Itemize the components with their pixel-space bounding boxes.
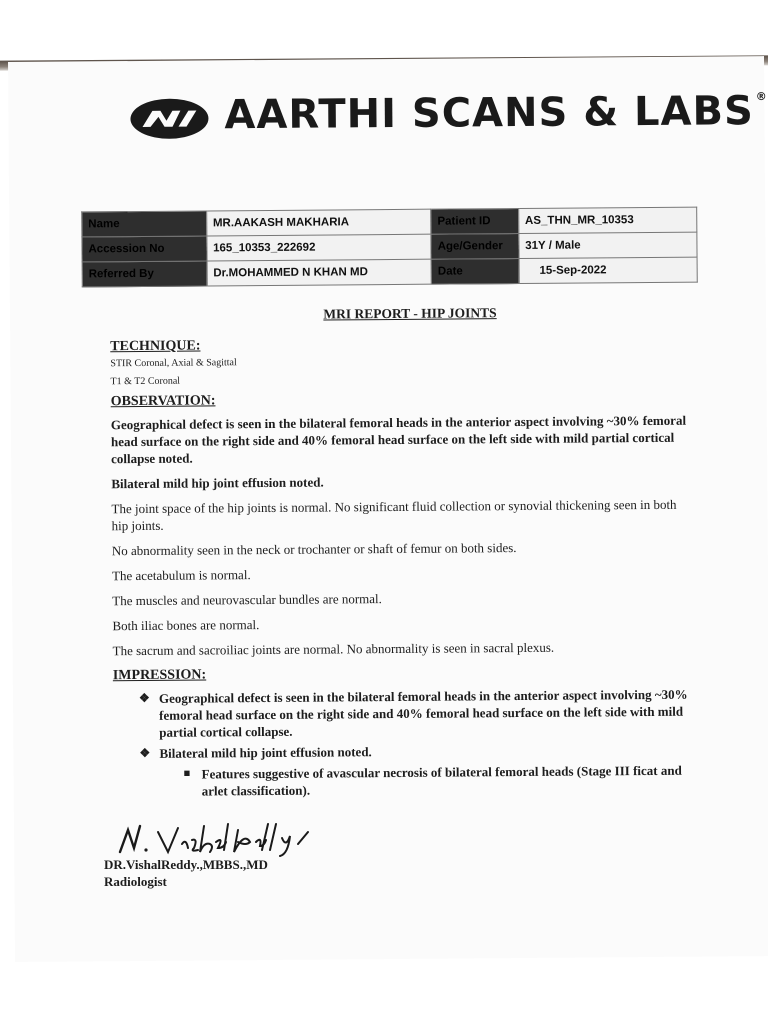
age-gender: 31Y / Male [519,232,697,258]
date-label: Date [431,258,519,284]
age-gender-label: Age/Gender [431,233,519,259]
technique-line: T1 & T2 Coronal [110,375,181,388]
technique-line: STIR Coronal, Axial & Sagittal [110,357,237,370]
name-label: Name [82,211,207,237]
observation-text: The muscles and neurovascular bundles are normal. [112,591,382,609]
patient-info-table [81,207,698,288]
list-item: ■ Features suggestive of avascular necrosis of bilateral femoral heads (Stage III ficat and arlet classification). [183,762,682,799]
radiologist-role: Radiologist [104,874,167,889]
patient-id: AS_THN_MR_10353 [518,207,696,233]
report-date: 15-Sep-2022 [519,257,697,283]
report-title: MRI REPORT - HIP JOINTS [323,305,497,322]
brand-name: AARTHI SCANS & LABS ® [224,88,768,139]
observation-heading: OBSERVATION: [110,393,216,410]
referred-by-label: Referred By [82,261,207,287]
impression-sublist [180,762,694,800]
observation-text: Geographical defect is seen in the bilateral femoral heads in the anterior aspect involving ~30% femoral head surface on the right side and 40% femoral head surface on the left side with mild partial cortical collapse noted. [110,412,687,467]
technique-heading: TECHNIQUE: [110,338,201,355]
diamond-bullet-icon: ❖ [138,690,150,705]
accession-number: 165_10353_222692 [207,234,432,261]
accession-label: Accession No [82,236,207,262]
observation-text: The sacrum and sacroiliac joints are normal. No abnormality is seen in sacral plexus. [112,639,555,659]
list-item: ❖ Bilateral mild hip joint effusion noted. ■ Features suggestive of avascular necrosis of bilateral femoral heads (Stage III ficat and arlet classification). [135,741,693,800]
radiologist-name: DR.VishalReddy.,MBBS.,MD [104,857,268,872]
brand-logo-icon [128,96,210,141]
impression-heading: IMPRESSION: [112,667,207,684]
observation-text: The acetabulum is normal. [111,567,251,584]
square-bullet-icon: ■ [183,767,191,780]
signatory [104,856,268,890]
patient-name: MR.AAKASH MAKHARIA [206,209,431,236]
report-body [110,303,694,805]
referred-by: Dr.MOHAMMED N KHAN MD [207,259,432,286]
observation-text: No abnormality seen in the neck or trochanter or shaft of femur on both sides. [111,540,517,559]
table-row [82,257,697,287]
list-item: ❖ Geographical defect is seen in the bilateral femoral heads in the anterior aspect involving ~30% femoral head surface on the right side and 40% femoral head surface on the left side with mild partial cortical collapse. [138,686,688,740]
observation-text: Bilateral mild hip joint effusion noted. [111,474,324,492]
letterhead [128,86,768,151]
diamond-bullet-icon: ❖ [139,745,151,760]
observation-text: Both iliac bones are normal. [112,617,260,634]
impression-list [135,686,694,800]
background-top [0,0,768,62]
patient-id-label: Patient ID [431,208,519,234]
observation-text: The joint space of the hip joints is normal. No significant fluid collection or synovial thickening seen in both hip joints. [111,496,677,534]
